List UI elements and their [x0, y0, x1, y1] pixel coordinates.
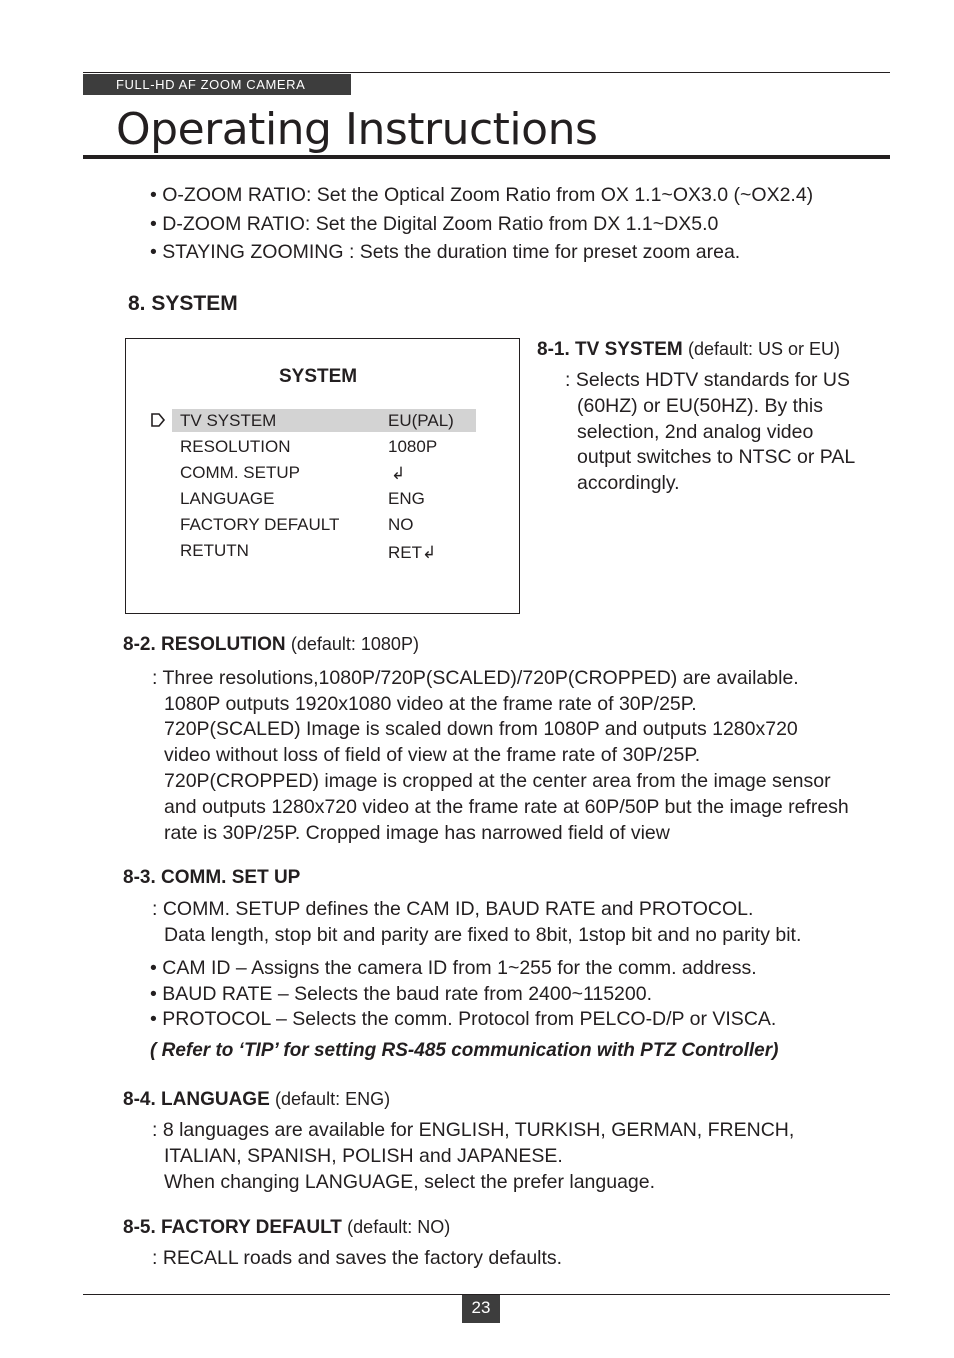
- language-text: ITALIAN, SPANISH, POLISH and JAPANESE.: [164, 1145, 563, 1167]
- tv-system-text: : Selects HDTV standards for US: [565, 369, 851, 391]
- intro-bullet-ozoom: • O-ZOOM RATIO: Set the Optical Zoom Ratio from OX 1.1~OX3.0 (~OX2.4): [150, 184, 814, 206]
- intro-bullet-staying: • STAYING ZOOMING : Sets the duration time for preset zoom area.: [150, 241, 741, 263]
- tip-note: ( Refer to ‘TIP’ for setting RS-485 communication with PTZ Controller): [150, 1040, 779, 1061]
- section-title: 8. SYSTEM: [128, 292, 238, 315]
- osd-row-label: LANGUAGE: [180, 489, 275, 508]
- resolution-text: : Three resolutions,1080P/720P(SCALED)/720P(CROPPED) are available.: [152, 667, 799, 689]
- page-number: 23: [462, 1295, 500, 1323]
- osd-row-label: RETUTN: [180, 541, 249, 560]
- page-title: Operating Instructions: [116, 104, 598, 155]
- osd-row-value: ENG: [388, 489, 425, 508]
- resolution-text: rate is 30P/25P. Cropped image has narrowed field of view: [164, 822, 670, 844]
- resolution-text: video without loss of field of view at the frame rate of 30P/25P.: [164, 744, 701, 766]
- resolution-text: 720P(CROPPED) image is cropped at the center area from the image sensor: [164, 770, 831, 792]
- comm-bullet-protocol: • PROTOCOL – Selects the comm. Protocol from PELCO-D/P or VISCA.: [150, 1008, 777, 1030]
- tv-system-text: (60HZ) or EU(50HZ). By this: [577, 395, 823, 417]
- osd-row-label: TV SYSTEM: [180, 411, 277, 430]
- title-rule: [83, 155, 890, 159]
- resolution-text: 720P(SCALED) Image is scaled down from 1080P and outputs 1280x720: [164, 718, 798, 740]
- osd-row-value: 1080P: [388, 437, 438, 456]
- enter-icon: ↲: [391, 464, 406, 483]
- comm-bullet-baud-rate: • BAUD RATE – Selects the baud rate from 2400~115200.: [150, 983, 653, 1005]
- heading-language: 8-4. LANGUAGE (default: ENG): [123, 1089, 391, 1110]
- osd-row-value: NO: [388, 515, 414, 534]
- comm-setup-text: : COMM. SETUP defines the CAM ID, BAUD RATE and PROTOCOL.: [152, 898, 754, 920]
- resolution-text: and outputs 1280x720 video at the frame rate at 60P/50P but the image refresh: [164, 796, 849, 818]
- header-top-rule: [83, 72, 890, 73]
- heading-resolution: 8-2. RESOLUTION (default: 1080P): [123, 634, 419, 655]
- osd-row-value: EU(PAL): [388, 411, 454, 430]
- tv-system-text: selection, 2nd analog video: [577, 421, 814, 443]
- comm-setup-text: Data length, stop bit and parity are fixed to 8bit, 1stop bit and no parity bit.: [164, 924, 802, 946]
- pointer-icon: [150, 412, 166, 428]
- osd-row-label: COMM. SETUP: [180, 463, 300, 482]
- factory-default-text: : RECALL roads and saves the factory defaults.: [152, 1247, 563, 1269]
- comm-bullet-cam-id: • CAM ID – Assigns the camera ID from 1~255 for the comm. address.: [150, 957, 757, 979]
- osd-row-label: FACTORY DEFAULT: [180, 515, 340, 534]
- tv-system-text: accordingly.: [577, 472, 680, 494]
- tv-system-text: output switches to NTSC or PAL: [577, 446, 856, 468]
- resolution-text: 1080P outputs 1920x1080 video at the frame rate of 30P/25P.: [164, 693, 697, 715]
- heading-tv-system: 8-1. TV SYSTEM (default: US or EU): [537, 339, 841, 360]
- heading-factory-default: 8-5. FACTORY DEFAULT (default: NO): [123, 1217, 451, 1238]
- product-tag: FULL-HD AF ZOOM CAMERA: [83, 74, 351, 95]
- intro-bullet-dzoom: • D-ZOOM RATIO: Set the Digital Zoom Ratio from DX 1.1~DX5.0: [150, 213, 719, 235]
- language-text: When changing LANGUAGE, select the prefer language.: [164, 1171, 656, 1193]
- heading-comm-setup: 8-3. COMM. SET UP: [123, 867, 301, 888]
- osd-menu-title: SYSTEM: [279, 366, 358, 387]
- language-text: : 8 languages are available for ENGLISH, TURKISH, GERMAN, FRENCH,: [152, 1119, 795, 1141]
- osd-row-label: RESOLUTION: [180, 437, 291, 456]
- osd-row-value: RET↲: [388, 543, 437, 562]
